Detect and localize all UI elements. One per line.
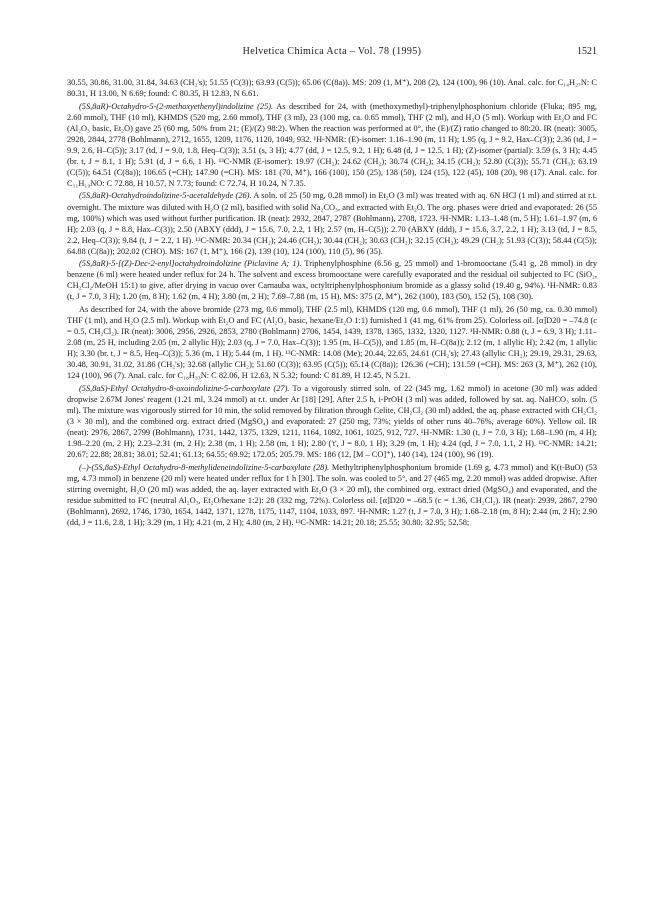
paragraph-text: Methyltriphenylphosphonium bromide (1.69 g, 4.73 mmol) and K(t-BuO) (53 mg, 4.73 mmol) in benzene (20 ml) were heated under reflux for 1 h [30]. The soln. was cooled to 5°, and 27 (465 mg, 2.20 mmol) was added dropwise. After stirring overnight, H₂O (20 ml) was added, the aq. layer extracted with Et₂O (3 × 20 ml), the combined org. extract dried (MgSO₄) and evaporated, and the residue submitted to FC (neutral Al₂O₃, Et₂O/hexane 1:2): 28 (332 mg, 72%). Colorless oil. [α]D20 = –68.5 (c = 1.36, CH₂Cl₂). IR (neat): 2939, 2867, 2790 (Bohlmann), 2692, 1746, 1730, 1654, 1442, 1371, 1278, 1175, 1147, 1104, 1033, 897. ¹H-NMR: 1.27 (t, J = 7.0, 3 H); 1.68–2.18 (m, 8 H); 2.44 (m, 2 H); 2.90 (dd, J = 11.6, 2.8, 1 H); 3.29 (m, 1 H); 4.21 (m, 2 H); 4.80 (m, 2 H). ¹³C-NMR: 14.21; 20.18; 25.55; 30.80; 32.95; 52.58;: [67, 462, 597, 527]
paragraph-compound-26: [67, 190, 597, 256]
paragraph-text: To a vigorously stirred soln. of 22 (345 mg, 1.62 mmol) in acetone (30 ml) was added dropwise 2.67M Jones' reagent (1.21 ml, 3.24 mmol) at r.t. under Ar [18] [29]. After 2.5 h, i-PrOH (3 ml) was added, followed by sat. aq. NaHCO₃ soln. (5 ml). The mixture was vigorously stirred for 10 min, the solid removed by filtration through Celite, CH₂Cl₂ (30 ml) added, the aq. phase extracted with CH₂Cl₂ (3 × 30 ml), and the combined org. extract dried (MgSO₄) and evaporated: 27 (250 mg, 73%; yields of other runs 40–76%, average 60%). Yellow oil. IR (neat): 2976, 2867, 2799 (Bohlmann), 1731, 1442, 1375, 1329, 1211, 1164, 1092, 1061, 1025, 912, 727. ¹H-NMR: 1.30 (t, J = 7.0, 3 H); 1.68–1.90 (m, 4 H); 1.98–2.20 (m, 2 H); 2.23–2.31 (m, 2 H); 2.38 (m, 1 H); 2.58 (m, 1 H); 2.80 ('t', J = 8.0, 1 H); 3.29 (m, 1 H); 4.24 (qd, J = 7.0, 1.1, 2 H). ¹³C-NMR: 14.21; 20.67; 22.88; 28.81; 38.01; 52.41; 61.13; 64.55; 69.92; 172.05; 205.79. MS: 186 (12, [M – CO]⁺), 140 (14), 124 (100), 96 (19).: [67, 383, 597, 460]
compound-heading: (–)-(5S,8aS)-Ethyl Octahydro-8-methylideneindolizine-5-carboxylate (28).: [79, 462, 330, 472]
paragraph-continuation: [67, 77, 597, 99]
paragraph-compound-25: [67, 101, 597, 189]
paragraph-synthesis-1: [67, 304, 597, 381]
paragraph-compound-28: [67, 462, 597, 528]
experimental-text: [67, 77, 597, 897]
compound-heading: (5S,8aS)-Ethyl Octahydro-8-oxoindolizine-5-carboxylate (27).: [79, 383, 290, 393]
paragraph-text: As described for 24, with (methoxymethyl)-triphenylphosphonium chloride (Fluka; 895 mg, 2.60 mmol), THF (10 ml), KHMDS (520 mg, 2.60 mmol), THF (3 ml), 23 (100 mg, ca. 0.65 mmol), THF (2 ml), and H₂O (5 ml). Workup with Et₂O and FC (Al₂O₃ basic, Et₂O) gave 25 (60 mg, 50% from 21; (E)/(Z) 98:2). When the reaction was performed at 0°, the (E)/(Z) ratio changed to 80:20. IR (neat): 3005, 2928, 2844, 2778 (Bohlmann), 2712, 1655, 1209, 1176, 1120, 1049, 932. ¹H-NMR: (E)-isomer: 1.16–1.90 (m, 11 H); 1.95 (q, J = 9.2, Hax–C(3)); 2.36 (td, J = 9.9, 2.6, H–C(5)); 3.17 (td, J = 9.0, 1.8, Heq–C(3)); 3.51 (s, 3 H); 4.77 (dd, J = 12.5, 9.2, 1 H); 6.48 (d, J = 12.5, 1 H); (Z)-isomer (partial): 3.59 (s, 3 H); 4.45 (br. t, J = 8.1, 1 H); 5.91 (d, J = 6.6, 1 H). ¹³C-NMR (E-isomer): 19.97 (CH₂); 24.62 (CH₂); 30.74 (CH₂); 34.15 (CH₂); 52.80 (C(3)); 55.71 (CH₃); 63.19 (C(5)); 64.51 (C(8a)); 106.65 (=CH); 147.90 (=CH). MS: 181 (70, M⁺), 166 (100), 150 (25), 138 (50), 124 (15), 122 (45), 108 (20), 98 (17). Anal. calc. for C₁₁H₁₉NO: C 72.88, H 10.57, N 7.73; found: C 72.74, H 10.24, N 7.35.: [67, 101, 597, 188]
paragraph-piclavine-a: [67, 258, 597, 302]
running-head: [67, 46, 597, 60]
paragraph-text: A soln. of 25 (50 mg, 0.28 mmol) in Et₂O (3 ml) was treated with aq. 6N HCl (1 ml) and stirred at r.t. overnight. The mixture was diluted with H₂O (2 ml), basified with solid Na₂CO₃, and extracted with Et₂O. The org. phases were dried and evaporated: 26 (55 mg, 100%) which was used without further purification. IR (neat): 2932, 2847, 2787 (Bohlmann), 2708, 1723. ¹H-NMR: 1.13–1.48 (m, 5 H); 1.61–1.97 (m, 6 H); 2.03 (q, J = 8.8, Hax–C(3)); 2.50 (ABXY (ddd), J = 15.6, 7.0, 2.2, 1 H); 2.57 (m, H–C(5)); 2.70 (ABXY (ddd), J = 15.6, 3.7, 2.2, 1 H); 3.13 (td, J = 8.5, 2.2, Heq–C(3)); 9.84 (t, J = 2.2, 1 H). ¹³C-NMR: 20.34 (CH₂); 24.46 (CH₂); 30.44 (CH₂); 30.63 (CH₂); 32.15 (CH₂); 49.29 (CH₂); 51.93 (C(3)); 58.44 (C(5)); 64.88 (C(8a)); 202.02 (CHO). MS: 167 (1, M⁺), 166 (2), 139 (10), 124 (100), 110 (5), 96 (35).: [67, 191, 597, 256]
compound-heading: (5S,8aR)-5-[(Z)-Dec-2-enyl]octahydroindolizine (Piclavine A; 1).: [79, 259, 302, 269]
paragraph-text: Triphenylphosphine (6.56 g, 25 mmol) and 1-bromooctane (5.41 g, 28 mmol) in dry benzene (6 ml) were heated under reflux for 24 h. The solvent and excess bromooctane were carefully evaporated and the residual oil subjected to FC (SiO₂, CH₂Cl₂/MeOH 15:1) to give, after drying in vacuo over Carnauba wax, octyltriphenylphosphonium bromide as a glassy solid (19.40 g, 94%). ¹H-NMR: 0.83 (t, J = 7.0, 3 H); 1.20 (m, 8 H); 1.62 (m, 4 H); 3.80 (m, 2 H); 7.69–7.88 (m, 15 H). MS: 375 (2, M⁺), 262 (100), 183 (50), 152 (5), 108 (30).: [67, 259, 597, 302]
journal-title: Helvetica Chimica Acta – Vol. 78 (1995): [242, 46, 422, 57]
compound-heading: (5S,8aR)-Octahydroindolizine-5-acetaldehyde (26).: [79, 191, 252, 201]
page-number: 1521: [577, 46, 597, 57]
paragraph-text: As described for 24, with the above bromide (273 mg, 0.6 mmol), THF (2.5 ml), KHMDS (120 mg, 0.6 mmol), THF (1 ml), 26 (50 mg, ca. 0.30 mmol) THF (1 ml), and H₂O (2.5 ml). Workup with Et₂O and FC (Al₂O₃ basic, hexane/Et₂O 1:1) furnished 1 (41 mg, 61% from 25). Colorless oil. [α]D20 = –74.8 (c = 0.5, CH₂Cl₂). IR (neat): 3006, 2956, 2926, 2853, 2780 (Bohlmann) 2706, 1454, 1439, 1378, 1365, 1332, 1320, 1127. ¹H-NMR: 0.88 (t, J = 6.9, 3 H); 1.11–2.08 (m, 25 H, including 2.05 (m, 2 allylic H)); 2.03 (q, J = 7.0, Hax–C(3)); 1.95 (m, H–C(5)), and 1.85 (m, H–C(8a)); 2.12 (m, 1 allylic H); 2.42 (m, 1 allylic H); 3.30 (br. t, J = 8.5, Heq–C(3)); 5.36 (m, 1 H); 5.44 (m, 1 H). ¹³C-NMR: 14.08 (Me); 20.44, 22.65, 24.61 (CH₂'s); 27.43 (allylic CH₂); 29.19, 29.31, 29.63, 30.48, 30.91, 31.02, 31.86 (CH₂'s); 32.68 (allylic CH₂); 51.60 (C(3)); 63.95 (C(5)); 65.14 (C(8a)); 126.36 (=CH); 131.59 (=CH). MS: 263 (3, M⁺), 262 (10), 124 (100), 96 (7). Anal. calc. for C₁₈H₃₃N: C 82.06, H 12.63, N 5.32; found: C 81.89, H 12.45, N 5.21.: [67, 304, 597, 381]
paragraph-compound-27: [67, 383, 597, 460]
paragraph-text: 30.55, 30.86, 31.00, 31.84, 34.63 (CH₂'s); 51.55 (C(3)); 63.93 (C(5)); 65.06 (C(8a)). MS: 209 (1, M⁺), 208 (2), 124 (100), 96 (10). Anal. calc. for C₁₄H₂₇N: C 80.31, H 13.00, N 6.69; found: C 80.35, H 12.83, N 6.61.: [67, 78, 597, 99]
compound-heading: (5S,8aR)-Octahydro-5-(2-methoxyethenyl)indolizine (25).: [79, 101, 274, 111]
